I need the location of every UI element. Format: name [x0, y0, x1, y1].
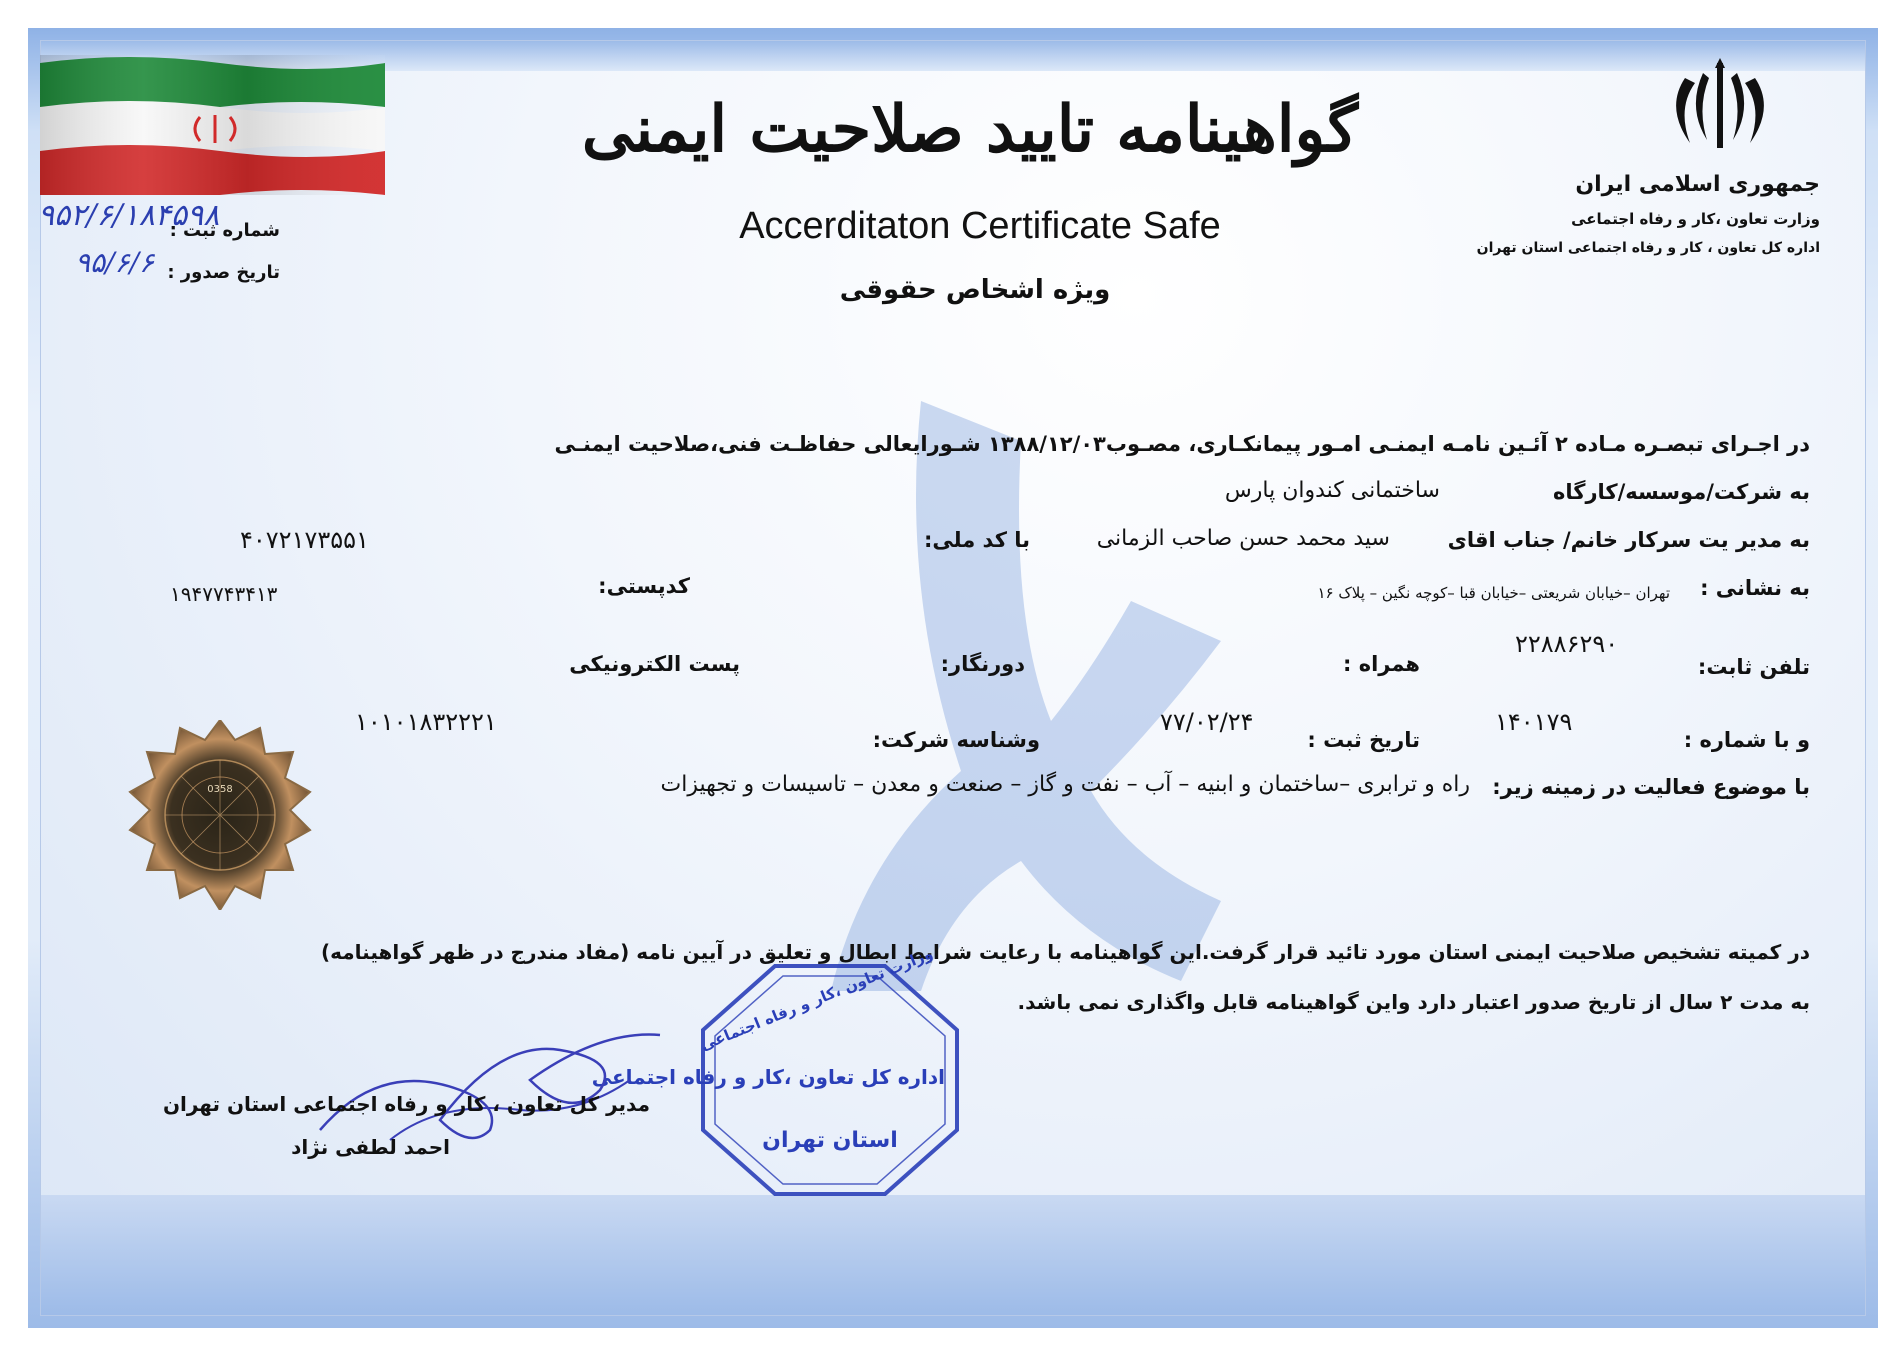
stamp-line-1: اداره کل تعاون ،کار و رفاه اجتماعی — [591, 1065, 945, 1089]
bottom-band — [41, 1195, 1865, 1315]
fax-label: دورنگار: — [940, 652, 1025, 676]
phone-value: ۲۲۸۸۶۲۹۰ — [1515, 630, 1619, 658]
stamp-ring-text: وزارت تعاون ،کار و رفاه اجتماعی — [697, 944, 936, 1055]
address-value: تهران –خیابان شریعتی –خیابان قبا –کوچه نگین – پلاک ۱۶ — [1317, 584, 1670, 602]
national-code-label: با کد ملی: — [924, 528, 1030, 552]
closing-line-2: به مدت ۲ سال از تاریخ صدور اعتبار دارد واین گواهینامه قابل واگذاری نمی باشد. — [1017, 990, 1810, 1014]
certificate-title: گواهینامه تایید صلاحیت ایمنی — [581, 92, 1359, 167]
certificate-subtitle-fa: ویژه اشخاص حقوقی — [839, 275, 1111, 305]
registration-date-label: تاریخ ثبت : — [1307, 728, 1420, 752]
closing-line-1: در کمیته تشخیص صلاحیت ایمنی استان مورد تائید قرار گرفت.این گواهینامه با رعایت شرایط ابطال و تعلیق در آیین نامه (مفاد مندرج در ظهر گواهینامه) — [321, 940, 1810, 964]
ministry-name: وزارت تعاون ،کار و رفاه اجتماعی — [1571, 210, 1820, 228]
number-label: و با شماره : — [1683, 728, 1810, 752]
manager-label: به مدیر یت سرکار خانم/ جناب اقای — [1447, 528, 1810, 552]
mobile-label: همراه : — [1342, 652, 1420, 676]
emblem-icon — [1665, 58, 1775, 158]
stamp-line-2: استان تهران — [762, 1128, 898, 1153]
hologram-seal — [125, 720, 315, 910]
number-value: ۱۴۰۱۷۹ — [1495, 708, 1573, 736]
body-line-1: در اجـرای تبصـره مـاده ۲ آئـین نامـه ایمنـی امـور پیمانکـاری، مصـوب۱۳۸۸/۱۲/۰۳ شـورایعالی حفاظـت فنی،صلاحیت ایمنـی — [554, 432, 1810, 456]
postal-code-value: ۱۹۴۷۷۴۳۴۱۳ — [170, 582, 278, 606]
postal-code-label: کدپستی: — [598, 574, 690, 598]
company-id-label: وشناسه شرکت: — [872, 728, 1040, 752]
national-code-value: ۴۰۷۲۱۷۳۵۵۱ — [240, 526, 369, 554]
seal-code: 0358 — [207, 784, 233, 795]
company-value: ساختمانی کندوان پارس — [1224, 478, 1440, 503]
email-label: پست الکترونیکی — [569, 652, 740, 676]
activity-value: راه و ترابری –ساختمان و ابنیه – آب – نفت و گاز – صنعت و معدن – تاسیسات و تجهیزات — [660, 772, 1470, 797]
phone-label: تلفن ثابت: — [1697, 655, 1810, 679]
registration-number-value: ۹۵۲/۶/۱۸۴۵۹۸ — [38, 198, 220, 233]
department-name: اداره کل تعاون ، کار و رفاه اجتماعی استان تهران — [1476, 240, 1820, 256]
signatory-title: مدیر کل تعاون ، کار و رفاه اجتماعی استان تهران — [162, 1092, 650, 1116]
company-id-value: ۱۰۱۰۱۸۳۲۲۲۱ — [355, 708, 497, 736]
certificate-subtitle-en: Accerditaton Certificate Safe — [739, 205, 1221, 247]
registration-number-label: شماره ثبت : — [169, 220, 280, 241]
activity-label: با موضوع فعالیت در زمینه زیر: — [1492, 775, 1810, 799]
iran-flag-image — [40, 55, 385, 195]
issue-date-value: ۹۵/۶/۶ — [75, 246, 155, 279]
issue-date-label: تاریخ صدور : — [167, 262, 280, 283]
gov-name: جمهوری اسلامی ایران — [1575, 172, 1820, 197]
address-label: به نشانی : — [1700, 576, 1810, 600]
signatory-name: احمد لطفی نژاد — [291, 1135, 450, 1159]
manager-value: سید محمد حسن صاحب الزمانی — [1096, 526, 1390, 551]
registration-date-value: ۷۷/۰۲/۲۴ — [1160, 708, 1254, 736]
company-label: به شرکت/موسسه/کارگاه — [1552, 480, 1810, 504]
